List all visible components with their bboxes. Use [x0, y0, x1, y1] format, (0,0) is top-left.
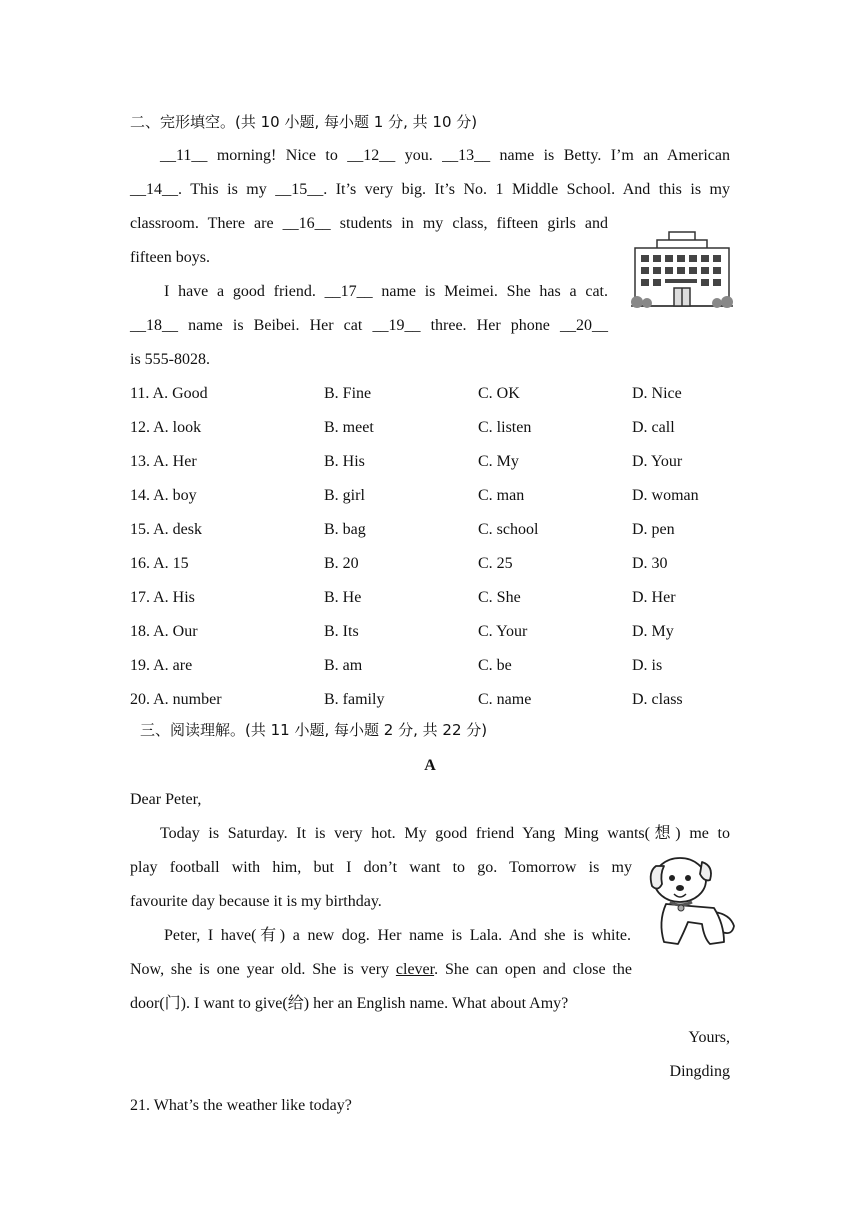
passage-line-2: __14__. This is my __15__. It’s very big. It’s No. 1 Middle School. And this is my: [130, 181, 730, 198]
option-b: B. am: [324, 657, 363, 674]
option-d: D. Her: [632, 589, 676, 606]
option-a: 12. A. look: [130, 419, 202, 436]
underlined-word-clever: clever: [395, 961, 435, 978]
option-d: D. class: [632, 691, 683, 708]
section-3-heading: 三、阅读理解。(共 11 小题, 每小题 2 分, 共 22 分): [140, 721, 488, 739]
option-b: B. Its: [324, 623, 359, 640]
section-2-heading: 二、完形填空。(共 10 小题, 每小题 1 分, 共 10 分): [130, 113, 478, 131]
passage-label: A: [424, 757, 436, 774]
passage-line-7: is 555-8028.: [130, 351, 210, 368]
option-b: B. He: [324, 589, 362, 606]
option-a: 18. A. Our: [130, 623, 198, 640]
option-d: D. My: [632, 623, 674, 640]
option-c: C. OK: [478, 385, 520, 402]
option-c: C. My: [478, 453, 519, 470]
option-b: B. girl: [324, 487, 365, 504]
letter-p2-line1: Peter, I have(有) a new dog. Her name is Lala. And she is white.: [164, 927, 631, 944]
option-a: 13. A. Her: [130, 453, 197, 470]
option-c: C. listen: [478, 419, 532, 436]
passage-line-4: fifteen boys.: [130, 249, 210, 266]
school-building-icon: [627, 228, 737, 314]
letter-p2-line2-pre: Now, she is one year old. She is very: [130, 961, 396, 978]
option-b: B. Fine: [324, 385, 372, 402]
option-c: C. name: [478, 691, 532, 708]
option-d: D. pen: [632, 521, 675, 538]
option-c: C. be: [478, 657, 512, 674]
option-a: 17. A. His: [130, 589, 195, 606]
passage-line-5: I have a good friend. __17__ name is Meimei. She has a cat.: [164, 283, 608, 300]
option-d: D. Your: [632, 453, 683, 470]
option-a: 20. A. number: [130, 691, 222, 708]
option-b: B. His: [324, 453, 365, 470]
passage-line-3: classroom. There are __16__ students in my class, fifteen girls and: [130, 215, 608, 232]
letter-p2-line3: door(门). I want to give(给) her an English name. What about Amy?: [130, 995, 569, 1012]
option-a: 16. A. 15: [130, 555, 189, 572]
option-d: D. Nice: [632, 385, 682, 402]
option-b: B. bag: [324, 521, 366, 538]
letter-p2-line2: [130, 960, 632, 980]
question-21: 21. What’s the weather like today?: [130, 1097, 352, 1114]
option-a: 15. A. desk: [130, 521, 202, 538]
letter-closing: Yours,: [688, 1029, 730, 1046]
option-b: B. family: [324, 691, 385, 708]
letter-p1-line3: favourite day because it is my birthday.: [130, 893, 382, 910]
option-a: 19. A. are: [130, 657, 193, 674]
option-d: D. is: [632, 657, 663, 674]
option-a: 14. A. boy: [130, 487, 197, 504]
letter-p1-line2: play football with him, but I don’t want to go. Tomorrow is my: [130, 859, 632, 876]
letter-p1-line1: Today is Saturday. It is very hot. My good friend Yang Ming wants(想) me to: [160, 825, 730, 842]
option-c: C. man: [478, 487, 525, 504]
option-d: D. 30: [632, 555, 668, 572]
option-a: 11. A. Good: [130, 385, 208, 402]
puppy-icon: [644, 852, 738, 950]
option-d: D. call: [632, 419, 675, 436]
option-c: C. school: [478, 521, 539, 538]
passage-line-1-text: __11__ morning! Nice to __12__ you. __13__ name is Betty. I’m an American: [160, 147, 730, 164]
option-c: C. Your: [478, 623, 528, 640]
option-c: C. She: [478, 589, 521, 606]
passage-line-6: __18__ name is Beibei. Her cat __19__ three. Her phone __20__: [130, 317, 608, 334]
letter-p2-line2-post: . She can open and close the: [434, 961, 633, 978]
letter-signature: Dingding: [669, 1063, 730, 1080]
letter-salutation: Dear Peter,: [130, 791, 202, 808]
option-b: B. meet: [324, 419, 374, 436]
passage-line-1: [130, 146, 730, 166]
option-c: C. 25: [478, 555, 513, 572]
option-d: D. woman: [632, 487, 699, 504]
option-b: B. 20: [324, 555, 359, 572]
